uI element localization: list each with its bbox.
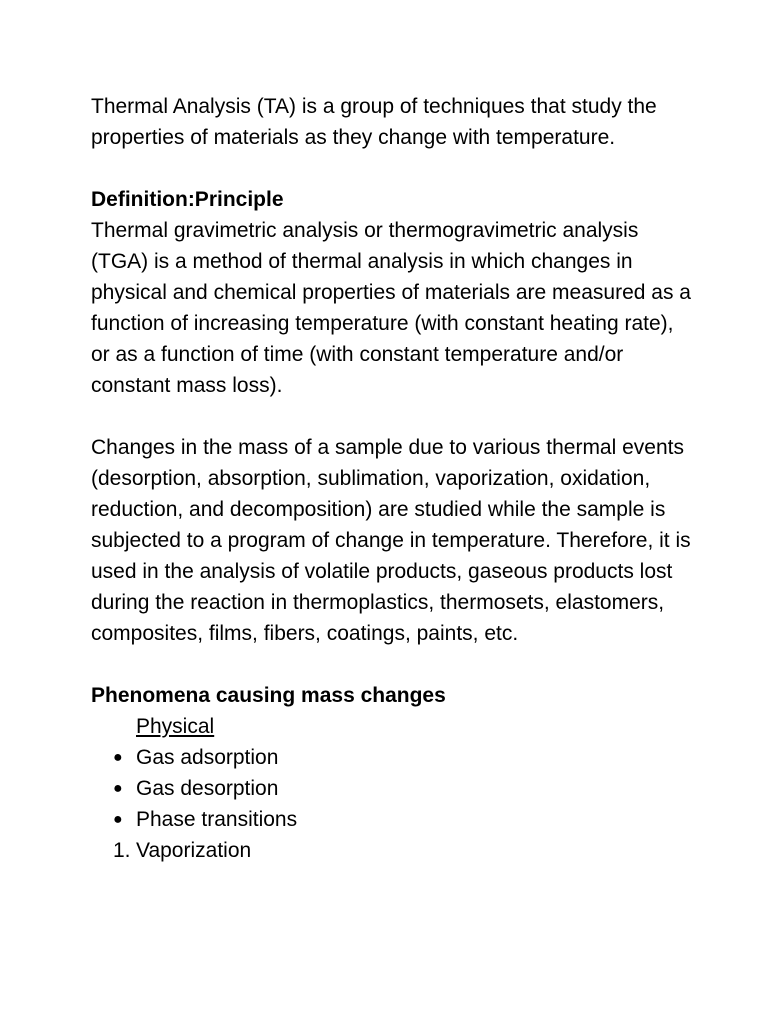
bullet-icon: ● <box>113 780 123 797</box>
physical-sublabel: Physical <box>136 715 215 738</box>
list-item <box>91 742 691 773</box>
phenomena-heading: Phenomena causing mass changes <box>91 684 446 707</box>
list-number: 1. <box>113 839 131 862</box>
list-item <box>91 804 691 835</box>
phenomena-numbered-list <box>91 835 691 866</box>
paragraph-spacer <box>91 401 691 432</box>
document-page <box>91 91 691 866</box>
list-item <box>91 773 691 804</box>
list-item-text: Vaporization <box>136 839 252 862</box>
bullet-icon: ● <box>113 811 123 828</box>
bullet-icon: ● <box>113 749 123 766</box>
list-item <box>91 835 691 866</box>
intro-paragraph: Thermal Analysis (TA) is a group of techniques that study the properties of materials as they change with temperature. <box>91 95 657 149</box>
list-item-text: Gas desorption <box>136 777 279 800</box>
phenomena-bullet-list <box>91 742 691 835</box>
list-item-text: Phase transitions <box>136 808 298 831</box>
paragraph-spacer <box>91 649 691 680</box>
definition-heading: Definition:Principle <box>91 188 284 211</box>
definition-paragraph: Thermal gravimetric analysis or thermogravimetric analysis (TGA) is a method of thermal analysis in which changes in physical and chemical properties of materials are measured as a function of increasing temperature (with constant heating rate), or as a function of time (with constant temperature and/or constant mass loss). <box>91 219 691 397</box>
mass-changes-paragraph: Changes in the mass of a sample due to various thermal events (desorption, absorption, sublimation, vaporization, oxidation, reduction, and decomposition) are studied while the sample is subjected to a program of change in temperature. Therefore, it is used in the analysis of volatile products, gaseous products lost during the reaction in thermoplastics, thermosets, elastomers, composites, films, fibers, coatings, paints, etc. <box>91 436 691 645</box>
list-item-text: Gas adsorption <box>136 746 279 769</box>
paragraph-spacer <box>91 153 691 184</box>
